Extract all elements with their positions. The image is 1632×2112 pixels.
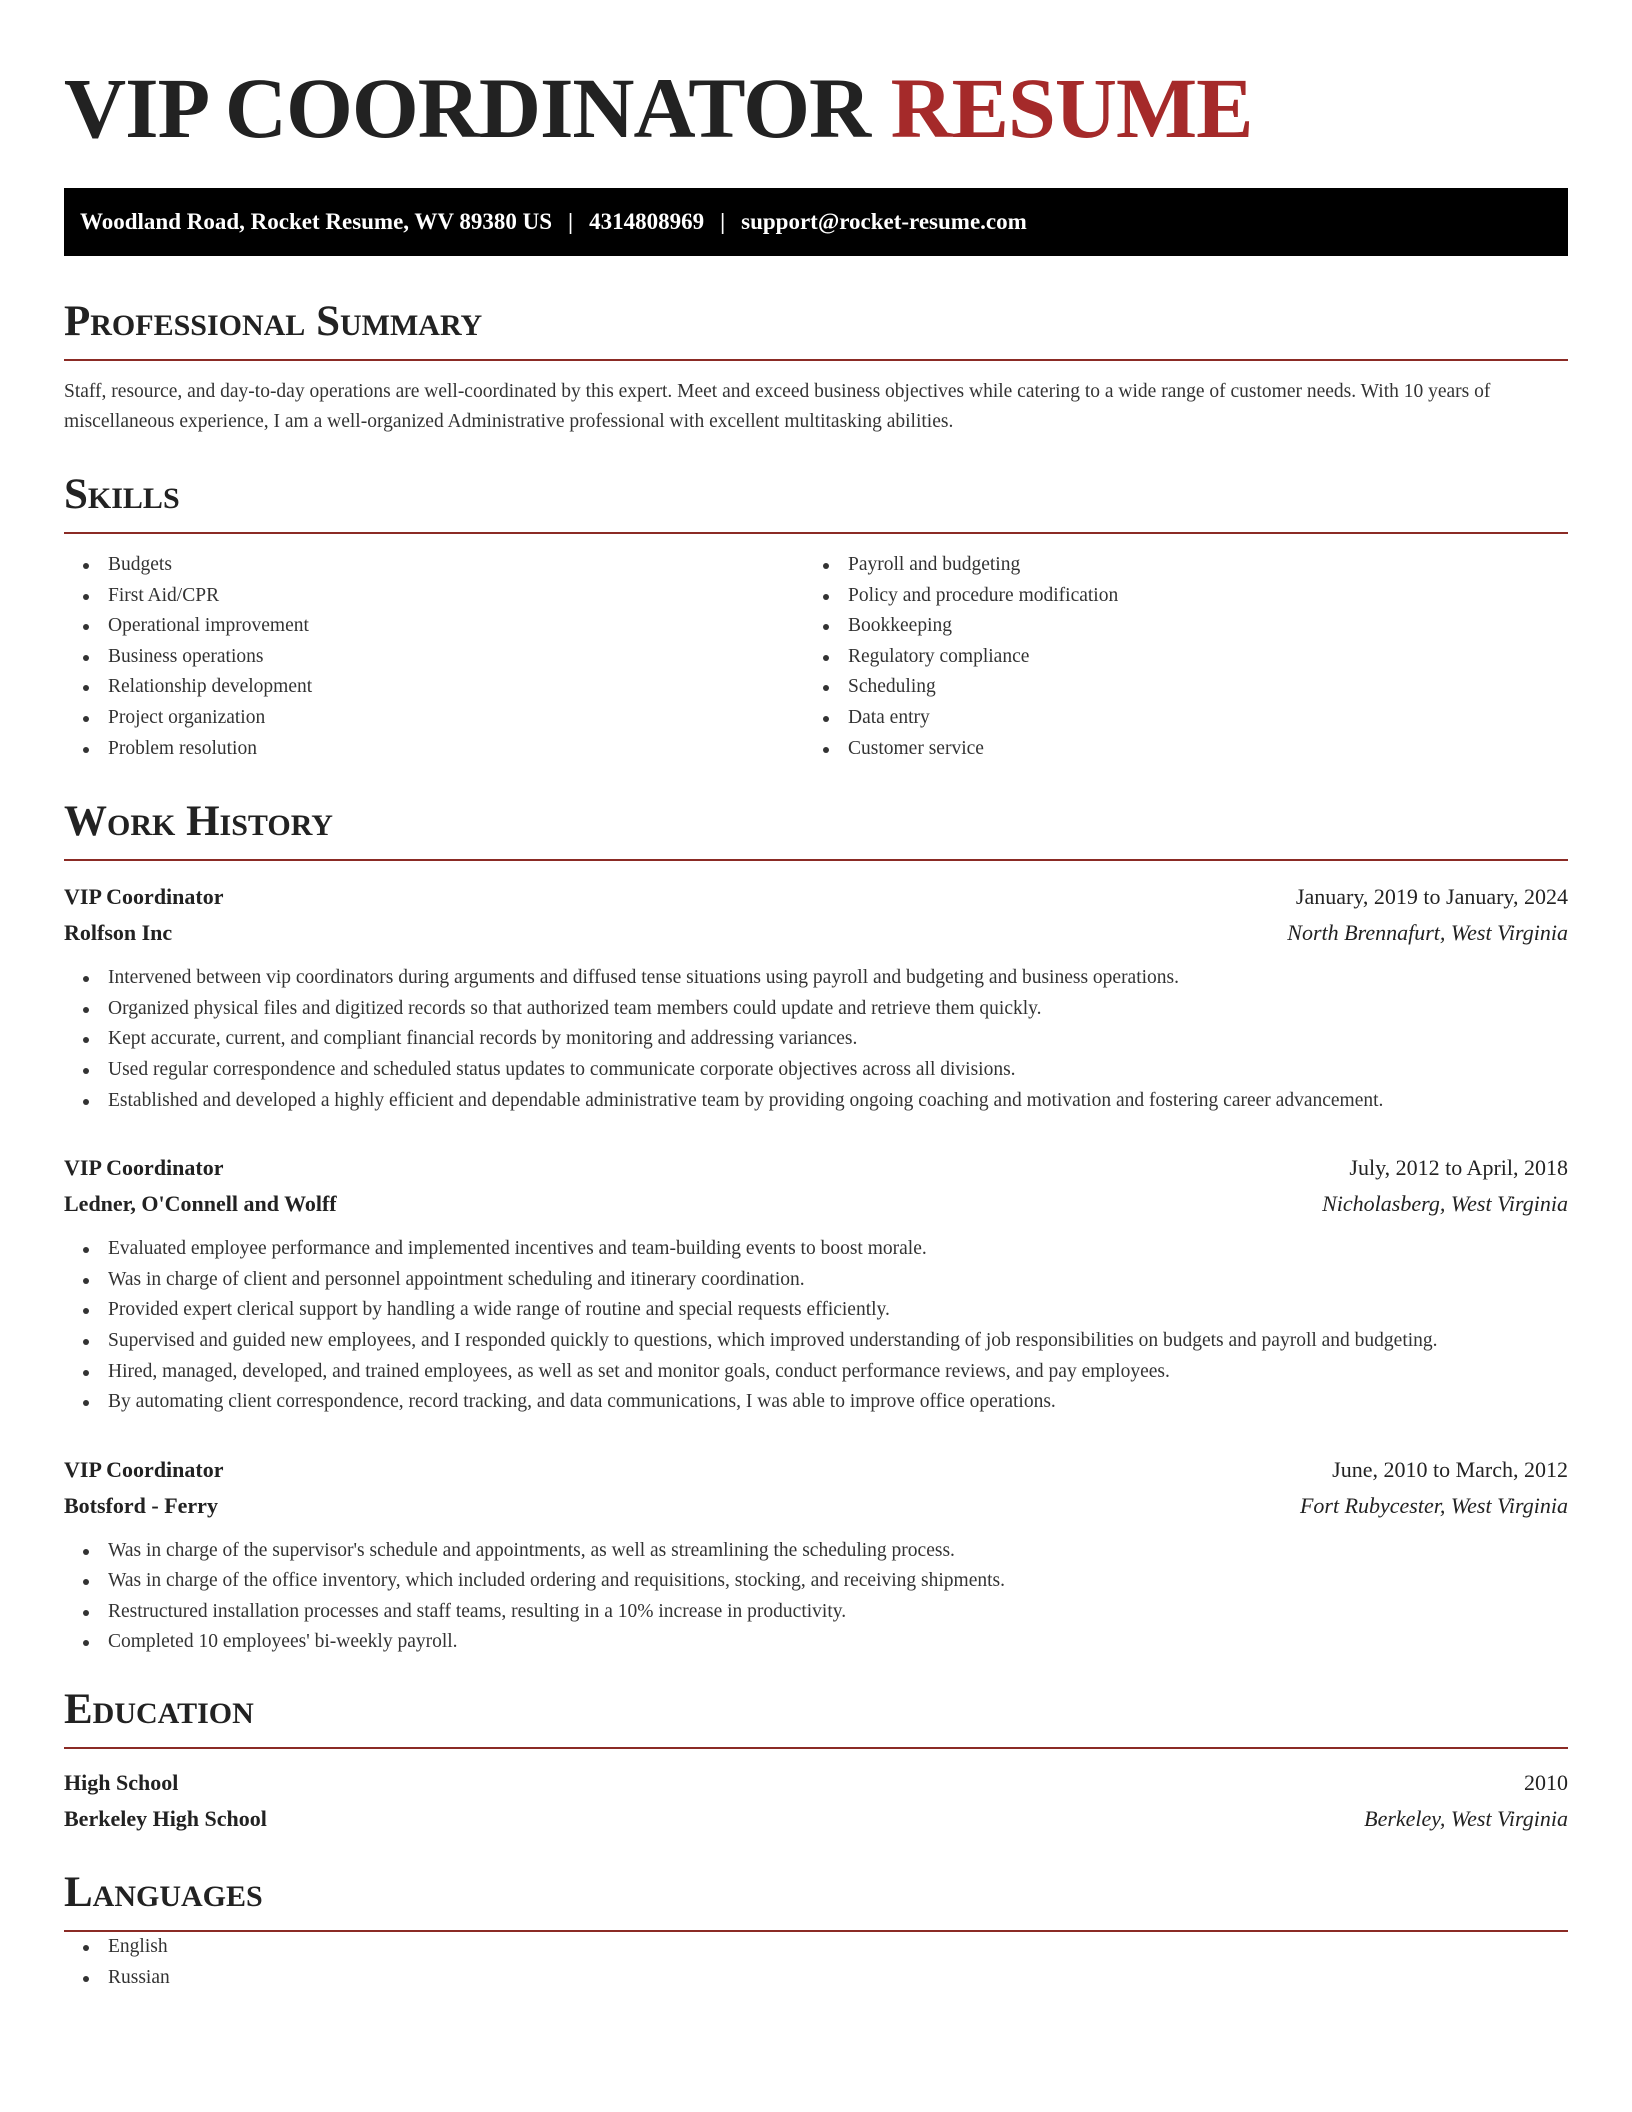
job-company-row [64,915,1568,951]
skill-item: Scheduling [804,672,1544,703]
job-duties [64,963,1568,1116]
languages-list [64,1932,1568,1993]
summary-text: Staff, resource, and day-to-day operations are well-coordinated by this expert. Meet and exceed business objectives while catering to a wide range of customer needs. With 10 years of miscellaneous experience, I am a well-organized Administrative professional with excellent multitasking abilities. [64,381,1491,432]
job-header-row [64,1150,1568,1186]
job-duty: Provided expert clerical support by handling a wide range of routine and special requests efficiently. [64,1295,1568,1326]
job-entry [64,1150,1568,1418]
job-duty: Was in charge of client and personnel appointment scheduling and itinerary coordination. [64,1265,1568,1296]
job-title: VIP Coordinator [64,1456,224,1482]
job-duty: Was in charge of the office inventory, which included ordering and requisitions, stocking, and receiving shipments. [64,1566,1568,1597]
language-item: Russian [64,1963,1568,1994]
job-duty: Restructured installation processes and staff teams, resulting in a 10% increase in productivity. [64,1597,1568,1628]
job-company-row [64,1186,1568,1222]
job-company: Ledner, O'Connell and Wolff [64,1191,337,1217]
job-company: Rolfson Inc [64,920,173,946]
job-duty: Used regular correspondence and scheduled status updates to communicate corporate objectives across all divisions. [64,1055,1568,1086]
contact-email: support@rocket-resume.com [741,209,1027,234]
education-school-row [64,1801,1568,1837]
job-dates: June, 2010 to March, 2012 [1332,1456,1568,1482]
skill-item: Problem resolution [64,734,804,765]
resume-title [64,60,1253,156]
skill-item: Business operations [64,642,804,673]
job-duty: Kept accurate, current, and compliant financial records by monitoring and addressing variances. [64,1024,1568,1055]
languages-heading: Languages [64,1871,1568,1932]
job-header-row [64,879,1568,915]
job-location: North Brennafurt, West Virginia [1287,920,1568,946]
education-school: Berkeley High School [64,1806,267,1832]
job-company: Botsford - Ferry [64,1492,218,1518]
title-accent: RESUME [890,60,1253,156]
summary-section [64,300,1568,437]
job-duty: Was in charge of the supervisor's schedule and appointments, as well as streamlining the scheduling process. [64,1536,1568,1567]
skills-list-left [64,550,804,764]
job-title: VIP Coordinator [64,1155,224,1181]
summary-heading: Professional Summary [64,300,1568,361]
work-history-heading: Work History [64,800,1568,861]
job-duty: Evaluated employee performance and implemented incentives and team-building events to boost morale. [64,1234,1568,1265]
skills-heading: Skills [64,473,1568,534]
skill-item: Relationship development [64,672,804,703]
job-location: Fort Rubycester, West Virginia [1299,1492,1568,1518]
job-duty: Intervened between vip coordinators during arguments and diffused tense situations using payroll and budgeting and business operations. [64,963,1568,994]
job-dates: July, 2012 to April, 2018 [1349,1155,1568,1181]
skill-item: Budgets [64,550,804,581]
skill-item: First Aid/CPR [64,581,804,612]
language-item: English [64,1932,1568,1963]
languages-section [64,1871,1568,1993]
education-location: Berkeley, West Virginia [1364,1806,1568,1832]
skills-section [64,473,1568,764]
contact-bar [64,188,1568,256]
skill-item: Data entry [804,703,1544,734]
education-entry [64,1765,1568,1837]
education-year: 2010 [1524,1770,1568,1796]
job-duty: Established and developed a highly efficient and dependable administrative team by providing ongoing coaching and motivation and fostering career advancement. [64,1086,1568,1117]
skill-item: Regulatory compliance [804,642,1544,673]
education-degree: High School [64,1770,179,1796]
contact-phone: 4314808969 [589,209,705,234]
job-dates: January, 2019 to January, 2024 [1295,884,1568,910]
job-duty: Organized physical files and digitized records so that authorized team members could update and retrieve them quickly. [64,994,1568,1025]
job-duty: Hired, managed, developed, and trained employees, as well as set and monitor goals, conduct performance reviews, and pay employees. [64,1357,1568,1388]
skill-item: Payroll and budgeting [804,550,1544,581]
contact-address: Woodland Road, Rocket Resume, WV 89380 US [80,209,552,234]
job-company-row [64,1488,1568,1524]
skill-item: Project organization [64,703,804,734]
skills-list-right [804,550,1544,764]
job-duty: Completed 10 employees' bi-weekly payroll. [64,1627,1568,1658]
education-section [64,1688,1568,1837]
education-heading: Education [64,1688,1568,1749]
job-duty: By automating client correspondence, record tracking, and data communications, I was able to improve office operations. [64,1387,1568,1418]
skill-item: Operational improvement [64,611,804,642]
work-history-section [64,800,1568,1658]
job-duties [64,1536,1568,1658]
job-duty: Supervised and guided new employees, and I responded quickly to questions, which improved understanding of job responsibilities on budgets and payroll and budgeting. [64,1326,1568,1357]
contact-separator: | [567,209,574,234]
title-row [64,58,1568,158]
job-title: VIP Coordinator [64,884,224,910]
title-main: VIP COORDINATOR [64,60,871,156]
skill-item: Bookkeeping [804,611,1544,642]
job-entry [64,879,1568,1116]
job-location: Nicholasberg, West Virginia [1322,1191,1568,1217]
contact-separator: | [720,209,726,234]
skill-item: Policy and procedure modification [804,581,1544,612]
skills-grid [64,550,1568,764]
job-entry [64,1452,1568,1658]
job-duties [64,1234,1568,1418]
job-header-row [64,1452,1568,1488]
skill-item: Customer service [804,734,1544,765]
education-degree-row [64,1765,1568,1801]
